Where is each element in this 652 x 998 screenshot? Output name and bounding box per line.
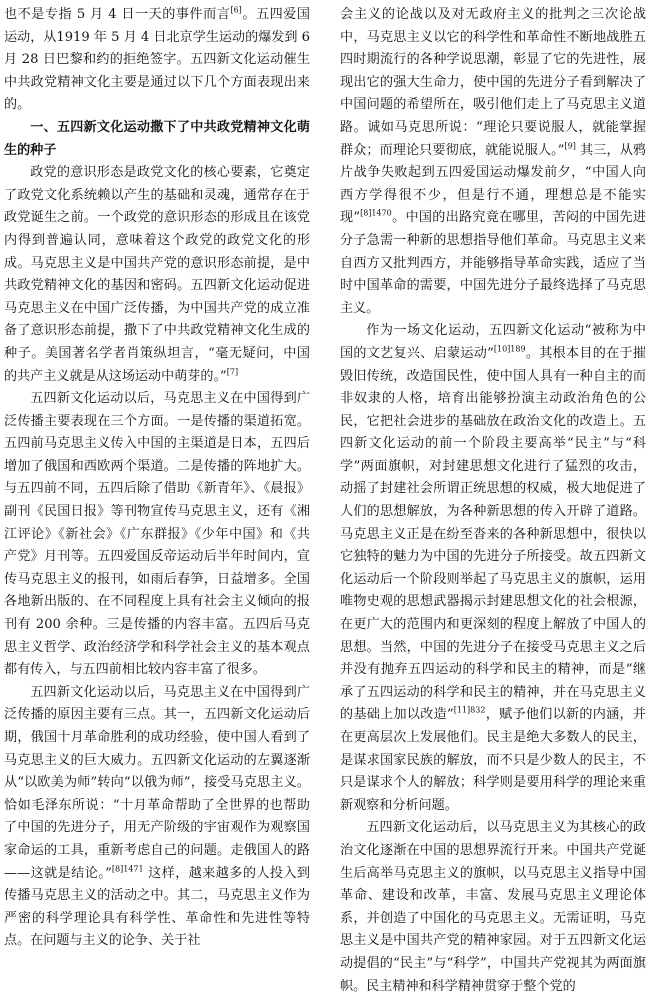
paragraph (340, 320, 646, 817)
paragraph (4, 682, 310, 953)
paragraph-text: 。五四爱国运动，从1919 年 5 月 4 日北京学生运动的爆发到 6 月 28 日巴黎和约的拒绝签字。五四新文化运动催生中共政党精神文化主要是通过以下几个方面表现出来的。 (4, 7, 310, 113)
paragraph-text: 会主义的论战以及对无政府主义的批判之三次论战中，马克思主义以它的科学性和革命性不断地战胜五四时期流行的各种学说思潮，彰显了它的先进性，展现出它的强大生命力，使中国的先进分子看到解决了中国问题的希望所在，吸引他们走上了马克思主义道路。诚如马克思所说：“理论只要说服人，就能掌握群众；而理论只要彻底，就能说服人。” (340, 7, 646, 158)
section-heading (4, 117, 310, 162)
paragraph-text: 一、五四新文化运动撒下了中共政党精神文化萌生的种子 (4, 119, 310, 158)
citation-marker: [6] (230, 5, 242, 15)
citation-marker: [7] (226, 367, 239, 377)
paragraph (4, 388, 310, 682)
paragraph-text: 五四新文化运动后，以马克思主义为其核心的政治文化逐渐在中国的思想界流行开来。中国共产党诞生后高举马克思主义的旗帜，以马克思主义指导中国革命、建设和改革，丰富、发展马克思主义理论体系，并创造了中国化的马克思主义。无需证明，马克思主义是中国共产党的精神家园。对于五四新文化运动提倡的“民主”与“科学”，中国共产党视其为两面旗帜。民主精神和科学精神贯穿于整个党的 (340, 820, 646, 994)
citation-marker: [9] (564, 141, 576, 151)
citation-marker: [11]832 (453, 706, 486, 716)
paragraph-text: 也不是专指 5 月 4 日一天的事件而言 (4, 7, 231, 22)
paragraph-text: 。其根本目的在于摧毁旧传统，改造国民性，使中国人具有一种自主的而非奴隶的人格，培育出能够扮演主动政治角色的公民，它把社会进步的基础放在政治文化的改造上。五四新文化运动的前一个阶段主要高举“民主”与“科学”两面旗帜，对封建思想文化进行了猛烈的攻击，动摇了封建社会所谓正统思想的权威，极大地促进了人们的思想解放，为各种新思想的传入开辟了道路。马克思主义正是在纷至沓来的各种新思想中，很快以它独特的魅力为中国的先进分子所接受。故五四新文化运动后一个阶段则举起了马克思主义的旗帜，运用唯物史观的思想武器揭示封建思想文化的社会根源，在更广大的范围内和更深刻的程度上解放了中国人的思想。当然，中国的先进分子在接受马克思主义之后并没有抛弃五四运动的科学和民主的精神，而是“继承了五四运动的科学和民主的精神，并在马克思主义的基础上加以改造” (340, 345, 646, 723)
right-column (340, 4, 646, 998)
paragraph-text: ，赋予他们以新的内涵，并在更高层次上发展他们。民主是绝大多数人的民主，是谋求国家民族的解放，而不只是少数人的民主，不只是谋求个人的解放；科学则是要用科学的理论来重新观察和分析问题。 (340, 707, 646, 813)
paragraph (340, 4, 646, 320)
paragraph (340, 817, 646, 998)
paragraph-text: 。中国的出路究竟在哪里，苦闷的中国先进分子急需一种新的思想指导他们革命。马克思主义来自西方又批判西方，并能够指导革命实践，适应了当时中国革命的需要，中国先进分子最终选择了马克思主义。 (340, 210, 646, 316)
left-column (4, 4, 310, 953)
paragraph (4, 4, 310, 117)
citation-marker: [8]1470 (360, 208, 392, 218)
paragraph-text: 其三，从鸦片战争失败起到五四爱国运动爆发前夕，“中国人向西方学得很不少，但是行不通，理想总是不能实现” (340, 142, 646, 226)
paragraph (4, 162, 310, 388)
paragraph-text: 五四新文化运动以后，马克思主义在中国得到广泛传播主要表现在三个方面。一是传播的渠道拓宽。五四前马克思主义传入中国的主渠道是日本，五四后增加了俄国和西欧两个渠道。二是传播的阵地扩大。与五四前不同，五四后除了借助《新青年》、《晨报》副刊《民国日报》等刊物宣传马克思主义，还有《湘江评论》《新社会》《广东群报》《少年中国》和《共产党》月刊等。五四爱国反帝运动后半年时间内，宣传马克思主义的报刊，如雨后春笋，日益增多。全国各地新出版的、在不同程度上具有社会主义倾向的报刊有 200 余种。三是传播的内容丰富。五四后马克思主义哲学、政治经济学和科学社会主义的基本观点都有传入，与五四前相比较内容丰富了很多。 (4, 391, 310, 678)
paragraph-text: 政党的意识形态是政党文化的核心要素，它奠定了政党文化系统赖以产生的基础和灵魂，通常存在于政党诞生之前。一个政党的意识形态的形成且在该党内得到普遍认同，意味着这个政党的政党文化的形成。马克思主义是中国共产党的意识形态前提，是中共政党精神文化的基因和密码。五四新文化运动促进马克思主义在中国广泛传播，为中国共产党的成立准备了意识形态前提，撒下了中共政党精神文化生成的种子。美国著名学者肖策纵坦言，“毫无疑问，中国的共产主义就是从这场运动中萌芽的。” (4, 165, 310, 384)
paragraph-text: 这样，越来越多的人投入到传播马克思主义的活动之中。其二，马克思主义作为严密的科学理论具有科学性、革命性和先进性等特点。在问题与主义的论争、关于社 (4, 865, 310, 949)
citation-marker: [8]1471 (111, 864, 144, 874)
citation-marker: [10]189 (493, 344, 526, 354)
paragraph-text: 五四新文化运动以后，马克思主义在中国得到广泛传播的原因主要有三点。其一，五四新文化运动后期，俄国十月革命胜利的成功经验，使中国人看到了马克思主义的巨大威力。五四新文化运动的左翼逐渐从“以欧美为师”转向“以俄为师”，接受马克思主义。恰如毛泽东所说：“十月革命帮助了全世界的也帮助了中国的先进分子，用无产阶级的宇宙观作为观察国家命运的工具，重新考虑自己的问题。走俄国人的路——这就是结论。” (4, 684, 310, 881)
paragraph-text: 作为一场文化运动，五四新文化运动“被称为中国的文艺复兴、启蒙运动” (340, 323, 646, 361)
